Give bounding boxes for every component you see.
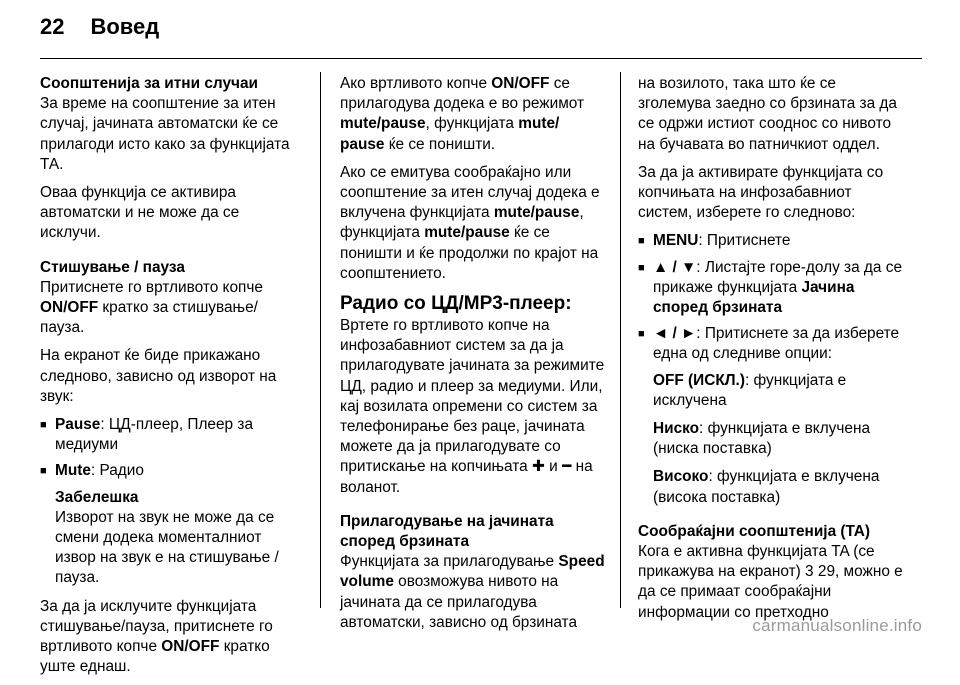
paragraph: Функцијата за прилагодување Speed volume овозможува нивото на јачината да се прилагодува автоматски, зависно од брзината: [340, 553, 605, 631]
page-reference-icon: 3: [805, 563, 814, 581]
bullet-icon: ■: [638, 328, 645, 341]
paragraph: на возилото, така што ќе се зголемува заедно со брзината за да се одржи истиот сооднос со нивото на бучавата во патничкиот оддел.: [638, 75, 897, 153]
heading-ta: Сообраќајни соопштенија (TA): [638, 522, 871, 540]
paragraph: Ако вртливото копче ON/OFF се прилагодува додека е во режимот mute/pause, функцијата mute/ pause ќе се поништи.: [340, 75, 585, 153]
header-rule: [40, 58, 922, 59]
column-divider-2: [620, 72, 621, 608]
paragraph: Ако се емитува сообраќајно или соопштение за итен случај додека е вклучена функцијата mute/pause, функцијата mute/pause ќе се поништи и ќе продолжи по крајот на соопштението.: [340, 163, 600, 282]
list-item: ■ ◄ / ►: Притиснете за да изберете една од следниве опции:: [638, 324, 908, 364]
paragraph: Притиснете го вртливото копче ON/OFF кратко за стишување/пауза.: [40, 278, 263, 337]
option-high: Високо: функцијата е вклучена (висока поставка): [653, 468, 880, 506]
column-2: [340, 74, 608, 641]
page-title: Вовед: [90, 14, 160, 39]
list-item: ■ MENU: Притиснете: [638, 231, 908, 251]
watermark: carmanualsonline.info: [752, 616, 922, 635]
heading-emergency: Соопштенија за итни случаи: [40, 75, 258, 92]
paragraph: За да ја исклучите функцијата стишување/пауза, притиснете го вртливото копче ON/OFF кратко уште еднаш.: [40, 597, 273, 676]
bullet-icon: ■: [638, 235, 645, 248]
bullet-icon: ■: [40, 419, 47, 432]
column-divider-1: [320, 72, 321, 608]
paragraph: Вртете го вртливото копче на инфозабавниот систем за да ја прилагодувате јачината за режимите ЦД, радио и плеер за медиуми. Или, кај возилата опремени со систем за телефонирање без раце, јачината можете да ја прилагодувате со притискање на копчињата ✚ и ━ на воланот.: [340, 317, 605, 496]
left-right-arrows-icon: ◄ / ►: [653, 325, 697, 343]
heading-mute: Стишување / пауза: [40, 258, 185, 276]
paragraph: На екранот ќе биде прикажано следново, зависно од изворот на звук:: [40, 347, 277, 405]
paragraph: Оваа функција се активира автоматски и не може да се исклучи.: [40, 184, 240, 242]
page-number: 22: [40, 14, 65, 39]
option-low: Ниско: функцијата е вклучена (ниска поставка): [653, 420, 871, 458]
paragraph: За да ја активирате функцијата со копчињата на инфозабавниот систем, изберете го следново:: [638, 163, 884, 222]
note-text: Изворот на звук не може да се смени додека моменталниот извор на звук е на стишување / пауза.: [55, 508, 279, 587]
heading-radio-cd: Радио со ЦД/MP3-плеер:: [340, 293, 572, 315]
page-header: [40, 14, 159, 44]
note-heading: Забелешка: [55, 488, 139, 506]
up-down-arrows-icon: ▲ / ▼: [653, 258, 697, 276]
bullet-icon: ■: [638, 261, 645, 274]
minus-icon: ━: [562, 458, 572, 476]
list-item: ■ ▲ / ▼: Листајте горе-долу за да се прикаже функцијата Јачина според брзината: [638, 258, 908, 319]
list-item: ■ Pause: ЦД-плеер, Плеер за медиуми: [40, 415, 302, 455]
plus-icon: ✚: [532, 458, 545, 476]
heading-speed-volume: Прилагодување на јачината според брзината: [340, 512, 554, 551]
list-item: ■ Mute: Радио: [40, 461, 302, 481]
column-1: [40, 74, 302, 685]
bullet-icon: ■: [40, 465, 47, 478]
note-block: [40, 488, 302, 589]
paragraph: За време на соопштение за итен случај, јачината автоматски ќе се прилагоди исто како за функцијата ТА.: [40, 95, 290, 173]
column-3: [638, 74, 908, 631]
paragraph: Кога е активна функцијата TA (се прикажува на екранот) 3 29, можно е да се примаат сообраќајни информации со претходно: [638, 543, 903, 621]
option-off: OFF (ИСКЛ.): функцијата е исклучена: [653, 371, 847, 409]
